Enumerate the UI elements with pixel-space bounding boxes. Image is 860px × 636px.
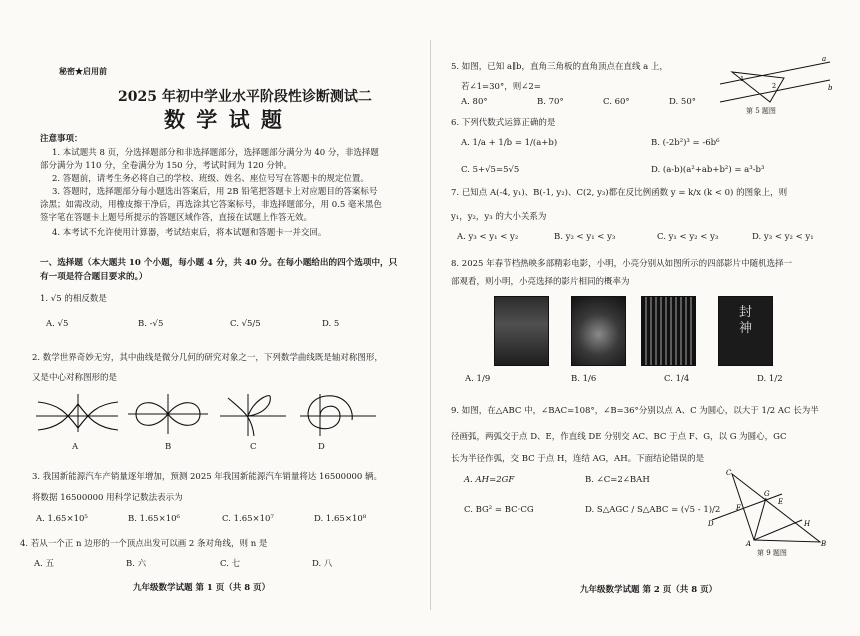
subject-title: 数 学 试 题 [164,107,284,132]
question-3: 3. 我国新能源汽车产销量逐年增加，预测 2025 年我国新能源汽车销量将达 16500000 辆。 [32,472,383,482]
q3-option-b: B. 1.65×10⁶ [128,514,180,524]
q2-label-a: A [72,442,79,452]
curve-figure-d [298,390,378,438]
movie-poster-2 [571,296,626,366]
q9-label-g: G [764,490,770,498]
page-footer-right: 九年级数学试题 第 2 页（共 8 页） [580,585,718,595]
question-2: 2. 数学世界奇妙无穷，其中曲线是微分几何的研究对象之一，下列数学曲线既是轴对称图形， [32,353,383,363]
question-5: 5. 如图，已知 a∥b，直角三角板的直角顶点在直线 a 上， [451,62,668,72]
section-heading-cont: 有一项是符合题目要求的。） [40,272,148,282]
q5-label-b: b [828,84,833,92]
note-line: 2. 答题前，请考生务必将自己的学校、班级、姓名、座位号写在答题卡的规定位置。 [52,174,369,184]
curve-figure-a [34,390,120,436]
q1-option-c: C. √5/5 [230,319,261,329]
note-line: 部分满分为 110 分，全卷满分为 150 分，考试时间为 120 分钟。 [40,161,292,171]
q7-option-b: B. y₂ < y₁ < y₃ [554,232,616,242]
curve-figure-b [126,390,210,436]
question-5-cont: 若∠1=30°，则∠2= [461,82,541,92]
q9-label-b: B [821,540,827,548]
q6-option-b: B. (-2b²)³ = -6b⁶ [651,138,720,148]
question-8: 8. 2025 年春节档热映多部精彩电影，小明，小亮分别从如图所示的四部影片中随机选择一 [451,259,793,269]
q1-option-a: A. √5 [46,319,69,329]
q4-option-d: D. 八 [312,559,333,569]
question-1: 1. √5 的相反数是 [40,294,107,304]
q9-label-c: C [726,469,732,477]
question-8-cont: 部观看，则小明，小亮选择的影片相同的概率为 [451,277,630,287]
q7-option-d: D. y₃ < y₂ < y₁ [752,232,814,242]
q9-triangle-figure [708,470,830,550]
q8-option-a: A. 1/9 [465,374,491,384]
q6-option-d: D. (a-b)(a²+ab+b²) = a³-b³ [651,165,765,175]
q5-option-c: C. 60° [603,97,630,107]
notes-title: 注意事项： [40,134,83,144]
q1-option-b: B. -√5 [138,319,164,329]
note-line: 4. 本考试不允许使用计算器，考试结束后，将本试题和答题卡一并交回。 [52,228,327,238]
q9-caption: 第 9 题图 [757,549,787,557]
q7-option-c: C. y₁ < y₂ < y₃ [657,232,719,242]
q9-option-a: A. AH=2GF [464,475,515,485]
movie-poster-4-title: 封神 [738,305,752,336]
q9-label-h: H [804,520,811,528]
q9-option-d: D. S△AGC / S△ABC = (√5 - 1)/2 [585,505,721,515]
q9-label-e: E [778,498,784,506]
exam-title: 2025 年初中学业水平阶段性诊断测试二 [118,89,372,105]
movie-poster-3 [641,296,696,366]
q3-option-d: D. 1.65×10⁸ [314,514,367,524]
q5-option-b: B. 70° [537,97,564,107]
q4-option-b: B. 六 [126,559,147,569]
q6-option-a: A. 1/a + 1/b = 1/(a+b) [461,138,558,148]
q9-label-a: A [746,540,752,548]
question-6: 6. 下列代数式运算正确的是 [451,118,556,128]
movie-poster-1 [494,296,549,366]
q8-option-c: C. 1/4 [664,374,690,384]
q1-option-d: D. 5 [322,319,340,329]
question-3-cont: 将数据 16500000 用科学记数法表示为 [32,493,183,503]
note-line: 签字笔在答题卡上题号所提示的答题区域作答，直接在试题上作答无效。 [40,213,313,223]
q5-label-a: a [822,55,827,63]
q9-label-d: D [708,520,714,528]
q3-option-c: C. 1.65×10⁷ [222,514,274,524]
note-line: 3. 答题时，选择题部分每小题选出答案后，用 2B 铅笔把答题卡上对应题目的答案标号 [52,187,378,197]
q3-option-a: A. 1.65×10⁵ [36,514,88,524]
q5-parallel-lines-figure [718,55,838,106]
q2-label-c: C [250,442,257,452]
page-footer-left: 九年级数学试题 第 1 页（共 8 页） [133,583,271,593]
page-divider [430,40,431,610]
q8-option-d: D. 1/2 [757,374,783,384]
question-7: 7. 已知点 A(-4, y₁)、B(-1, y₂)、C(2, y₃)都在反比例函数 y = k/x (k < 0) 的图象上，则 [451,188,788,198]
q5-label-1: 1 [740,75,745,83]
confidential-label: 秘密★启用前 [59,66,107,76]
section-heading: 一、选择题（本大题共 10 个小题，每小题 4 分，共 40 分。在每小题给出的四个选项中，只 [40,258,398,268]
question-4: 4. 若从一个正 n 边形的一个顶点出发可以画 2 条对角线，则 n 是 [20,539,268,549]
note-line: 涂黑；如需改动，用橡皮擦干净后，再选涂其它答案标号，非选择题部分，用 0.5 毫米黑色 [40,200,382,210]
q5-caption: 第 5 题图 [746,107,776,115]
q5-label-2: 2 [772,82,777,90]
curve-figure-c [218,390,288,438]
question-9-cont: 径画弧，两弧交于点 D、E，作直线 DE 分别交 AC、BC 于点 F、G，以 G 为圆心，GC [451,432,787,442]
q7-option-a: A. y₃ < y₁ < y₂ [457,232,519,242]
q2-label-b: B [165,442,172,452]
q8-option-b: B. 1/6 [571,374,597,384]
q9-label-f: F [736,504,741,512]
q9-option-c: C. BG² = BC·CG [464,505,534,515]
note-line: 1. 本试题共 8 页，分选择题部分和非选择题部分，选择题部分满分为 40 分，非选择题 [52,148,379,158]
question-7-cont: y₁，y₂，y₃ 的大小关系为 [451,212,547,222]
q4-option-c: C. 七 [220,559,241,569]
question-2-cont: 又是中心对称图形的是 [32,373,118,383]
q9-option-b: B. ∠C=2∠BAH [585,475,650,485]
movie-poster-4 [718,296,773,366]
q5-option-d: D. 50° [669,97,696,107]
q4-option-a: A. 五 [34,559,55,569]
q2-label-d: D [318,442,325,452]
question-9: 9. 如图，在△ABC 中，∠BAC=108°，∠B=36°分别以点 A、C 为圆心，以大于 1/2 AC 长为半 [451,406,819,416]
q5-option-a: A. 80° [461,97,488,107]
question-9-cont2: 长为半径作弧，交 BC 于点 H，连结 AG，AH。下面结论错误的是 [451,454,705,464]
q6-option-c: C. 5+√5=5√5 [461,165,520,175]
